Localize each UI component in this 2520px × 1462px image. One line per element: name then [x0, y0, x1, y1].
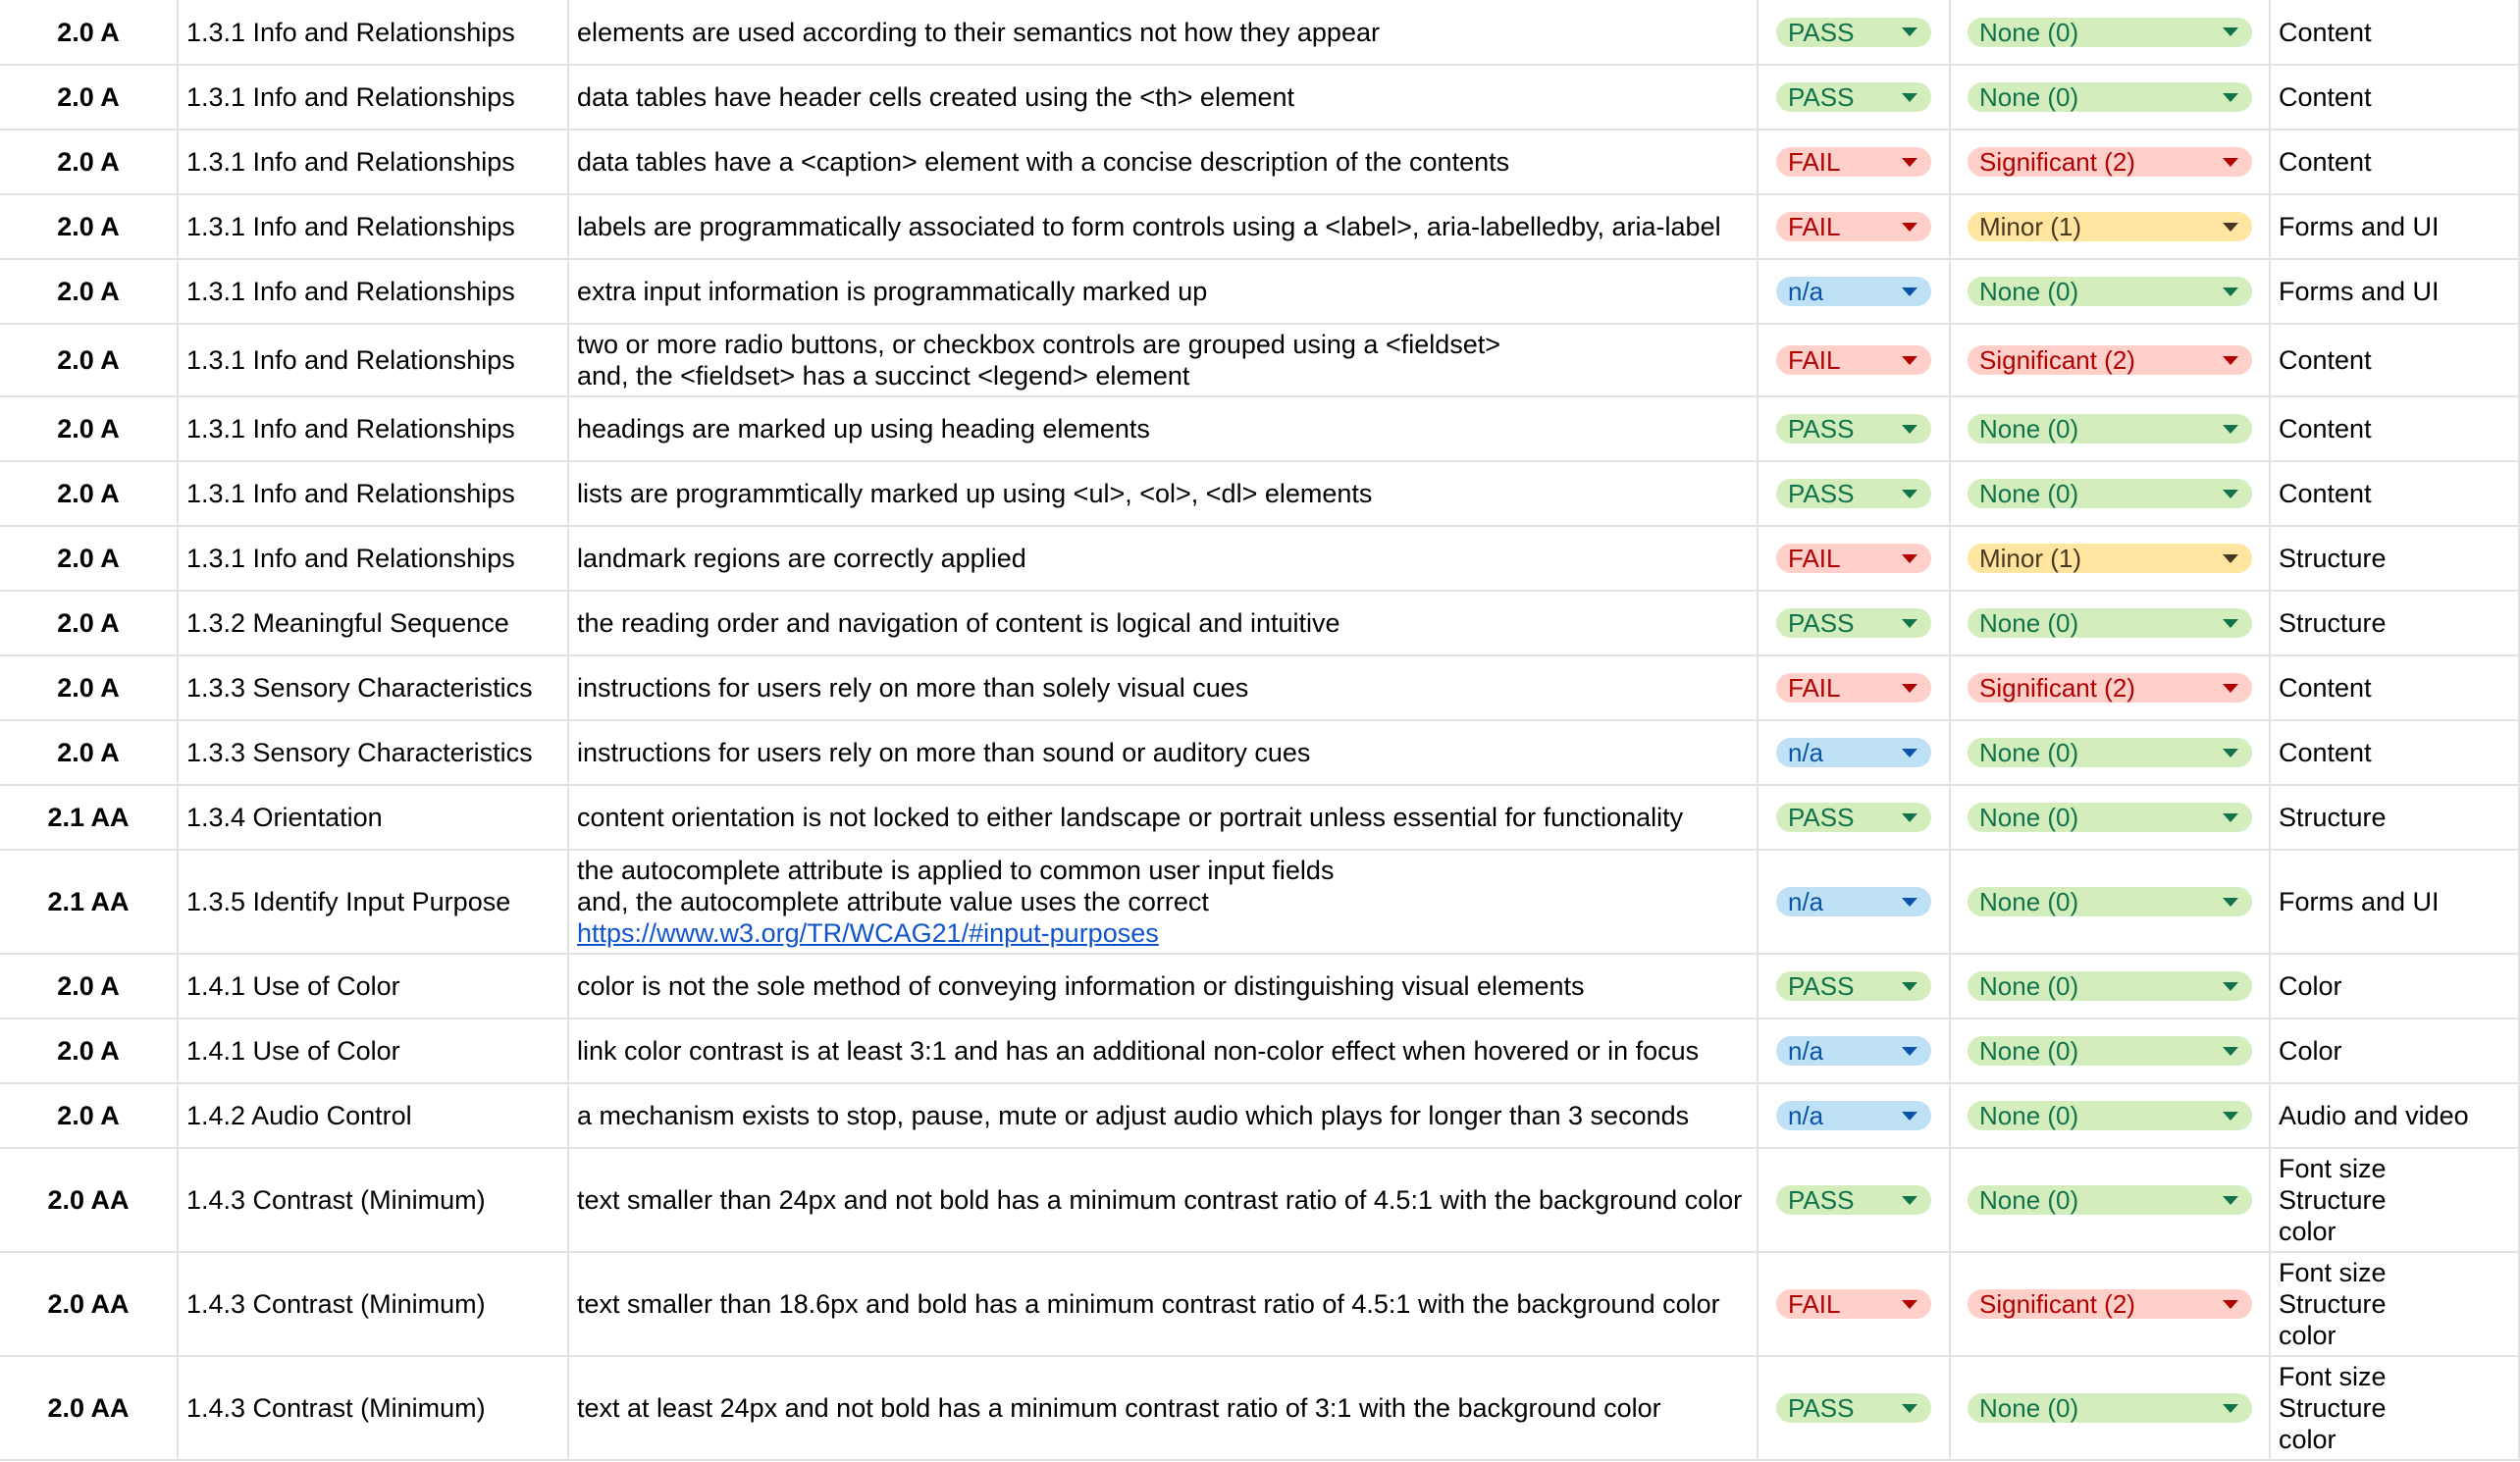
check-description-cell[interactable]: [569, 851, 1759, 955]
input-purposes-link[interactable]: https://www.w3.org/TR/WCAG21/#input-purposes: [577, 918, 1159, 948]
status-cell[interactable]: [1759, 0, 1951, 66]
success-criterion-cell[interactable]: 1.4.3 Contrast (Minimum): [179, 1357, 569, 1461]
status-dropdown-label: PASS: [1788, 17, 1855, 47]
severity-dropdown-label: Significant (2): [1979, 345, 2135, 375]
success-criterion-cell[interactable]: 1.3.2 Meaningful Sequence: [179, 592, 569, 656]
status-dropdown[interactable]: [1776, 1185, 1931, 1215]
dropdown-arrow-icon[interactable]: [2223, 898, 2238, 907]
wcag-level-cell[interactable]: 2.0 AA: [0, 1253, 179, 1357]
description-text: labels are programmatically associated to form controls using a <label>, aria-labelledby, aria-label: [577, 212, 1721, 241]
severity-cell[interactable]: [1951, 527, 2271, 592]
status-cell[interactable]: [1759, 721, 1951, 786]
status-dropdown[interactable]: [1776, 345, 1931, 375]
severity-dropdown-label: None (0): [1979, 1036, 2079, 1066]
wcag-level-cell[interactable]: 2.0 A: [0, 955, 179, 1019]
check-description-cell[interactable]: [569, 462, 1759, 527]
severity-dropdown-label: None (0): [1979, 1393, 2079, 1423]
status-dropdown-label: PASS: [1788, 803, 1855, 832]
category-cell[interactable]: Content: [2271, 66, 2520, 131]
severity-dropdown[interactable]: [1968, 803, 2252, 832]
status-cell[interactable]: [1759, 131, 1951, 195]
check-description-cell[interactable]: [569, 397, 1759, 462]
description-text: color is not the sole method of conveying information or distinguishing visual elements: [577, 971, 1585, 1001]
severity-dropdown[interactable]: [1968, 673, 2252, 703]
status-dropdown[interactable]: [1776, 673, 1931, 703]
severity-cell[interactable]: [1951, 656, 2271, 721]
check-description-cell[interactable]: [569, 1019, 1759, 1084]
status-cell[interactable]: [1759, 325, 1951, 397]
dropdown-arrow-icon[interactable]: [1902, 1300, 1917, 1309]
severity-dropdown-label: Significant (2): [1979, 1289, 2135, 1319]
status-dropdown-label: FAIL: [1788, 345, 1841, 375]
category-cell[interactable]: Audio and video: [2271, 1084, 2520, 1149]
dropdown-arrow-icon[interactable]: [2223, 490, 2238, 498]
status-cell[interactable]: [1759, 955, 1951, 1019]
description-text: data tables have a <caption> element with a concise description of the contents: [577, 147, 1510, 177]
status-dropdown-label: n/a: [1788, 887, 1824, 916]
dropdown-arrow-icon[interactable]: [2223, 554, 2238, 563]
dropdown-arrow-icon[interactable]: [2223, 158, 2238, 167]
dropdown-arrow-icon[interactable]: [1902, 490, 1917, 498]
category-cell[interactable]: Content: [2271, 462, 2520, 527]
dropdown-arrow-icon[interactable]: [1902, 898, 1917, 907]
category-cell[interactable]: Color: [2271, 955, 2520, 1019]
dropdown-arrow-icon[interactable]: [2223, 1404, 2238, 1413]
severity-cell[interactable]: [1951, 131, 2271, 195]
check-description-cell[interactable]: [569, 955, 1759, 1019]
wcag-level-cell[interactable]: 2.0 A: [0, 592, 179, 656]
description-text: content orientation is not locked to either landscape or portrait unless essential for functionality: [577, 803, 1684, 832]
severity-dropdown[interactable]: [1968, 1185, 2252, 1215]
dropdown-arrow-icon[interactable]: [2223, 223, 2238, 232]
status-dropdown-label: PASS: [1788, 608, 1855, 638]
wcag-level-cell[interactable]: 2.0 A: [0, 527, 179, 592]
wcag-level-cell[interactable]: 2.0 A: [0, 195, 179, 260]
wcag-level-cell[interactable]: 2.0 A: [0, 462, 179, 527]
dropdown-arrow-icon[interactable]: [2223, 356, 2238, 365]
description-text: the reading order and navigation of content is logical and intuitive: [577, 608, 1340, 638]
dropdown-arrow-icon[interactable]: [1902, 1112, 1917, 1121]
wcag-level-cell[interactable]: 2.0 A: [0, 1019, 179, 1084]
success-criterion-cell[interactable]: 1.3.1 Info and Relationships: [179, 66, 569, 131]
description-text: elements are used according to their semantics not how they appear: [577, 17, 1380, 47]
wcag-level-cell[interactable]: 2.1 AA: [0, 851, 179, 955]
severity-dropdown-label: None (0): [1979, 738, 2079, 767]
description-text: text smaller than 18.6px and bold has a minimum contrast ratio of 4.5:1 with the background color: [577, 1289, 1720, 1319]
check-description-cell[interactable]: [569, 656, 1759, 721]
status-dropdown[interactable]: [1776, 414, 1931, 444]
wcag-level-cell[interactable]: 2.0 A: [0, 1084, 179, 1149]
status-cell[interactable]: [1759, 66, 1951, 131]
status-cell[interactable]: [1759, 260, 1951, 325]
success-criterion-cell[interactable]: 1.3.1 Info and Relationships: [179, 131, 569, 195]
check-description-cell[interactable]: [569, 66, 1759, 131]
severity-dropdown-label: None (0): [1979, 971, 2079, 1001]
severity-dropdown[interactable]: [1968, 1036, 2252, 1066]
severity-dropdown-label: None (0): [1979, 277, 2079, 306]
success-criterion-cell[interactable]: 1.4.2 Audio Control: [179, 1084, 569, 1149]
status-cell[interactable]: [1759, 397, 1951, 462]
status-dropdown-label: PASS: [1788, 971, 1855, 1001]
status-dropdown-label: FAIL: [1788, 212, 1841, 241]
severity-cell[interactable]: [1951, 66, 2271, 131]
category-cell[interactable]: Color: [2271, 1019, 2520, 1084]
success-criterion-cell[interactable]: 1.3.3 Sensory Characteristics: [179, 656, 569, 721]
check-description-cell[interactable]: [569, 527, 1759, 592]
severity-dropdown[interactable]: [1968, 738, 2252, 767]
severity-cell[interactable]: [1951, 397, 2271, 462]
category-cell[interactable]: Content: [2271, 656, 2520, 721]
wcag-level-cell[interactable]: 2.0 A: [0, 721, 179, 786]
severity-dropdown[interactable]: [1968, 147, 2252, 177]
severity-dropdown-label: None (0): [1979, 479, 2079, 508]
status-dropdown[interactable]: [1776, 1289, 1931, 1319]
category-cell[interactable]: Content: [2271, 131, 2520, 195]
check-description-cell[interactable]: [569, 721, 1759, 786]
success-criterion-cell[interactable]: 1.4.1 Use of Color: [179, 955, 569, 1019]
status-dropdown[interactable]: [1776, 147, 1931, 177]
wcag-level-cell[interactable]: 2.0 A: [0, 0, 179, 66]
status-cell[interactable]: [1759, 1084, 1951, 1149]
status-cell[interactable]: [1759, 786, 1951, 851]
severity-dropdown[interactable]: [1968, 277, 2252, 306]
status-dropdown-label: n/a: [1788, 1101, 1824, 1130]
check-description-cell[interactable]: [569, 1357, 1759, 1461]
severity-dropdown[interactable]: [1968, 345, 2252, 375]
severity-dropdown[interactable]: [1968, 479, 2252, 508]
severity-dropdown-label: None (0): [1979, 608, 2079, 638]
dropdown-arrow-icon[interactable]: [2223, 619, 2238, 628]
status-dropdown-label: PASS: [1788, 82, 1855, 112]
check-description-cell[interactable]: [569, 1149, 1759, 1253]
status-dropdown-label: FAIL: [1788, 1289, 1841, 1319]
description-text: instructions for users rely on more than solely visual cues: [577, 673, 1249, 703]
wcag-level-cell[interactable]: 2.0 A: [0, 131, 179, 195]
dropdown-arrow-icon[interactable]: [2223, 425, 2238, 434]
category-cell[interactable]: Structure: [2271, 527, 2520, 592]
severity-cell[interactable]: [1951, 592, 2271, 656]
check-description-cell[interactable]: [569, 131, 1759, 195]
severity-dropdown-label: None (0): [1979, 82, 2079, 112]
success-criterion-cell[interactable]: 1.3.3 Sensory Characteristics: [179, 721, 569, 786]
check-description-cell[interactable]: [569, 1253, 1759, 1357]
dropdown-arrow-icon[interactable]: [1902, 158, 1917, 167]
success-criterion-cell[interactable]: 1.3.1 Info and Relationships: [179, 527, 569, 592]
severity-cell[interactable]: [1951, 1149, 2271, 1253]
check-description-cell[interactable]: [569, 0, 1759, 66]
status-cell[interactable]: [1759, 1253, 1951, 1357]
status-dropdown-label: n/a: [1788, 1036, 1824, 1066]
severity-cell[interactable]: [1951, 851, 2271, 955]
wcag-level-cell[interactable]: 2.0 AA: [0, 1149, 179, 1253]
success-criterion-cell[interactable]: 1.3.4 Orientation: [179, 786, 569, 851]
status-dropdown[interactable]: [1776, 738, 1931, 767]
description-text: extra input information is programmatically marked up: [577, 277, 1208, 306]
status-dropdown[interactable]: [1776, 82, 1931, 112]
severity-dropdown-label: Significant (2): [1979, 673, 2135, 703]
dropdown-arrow-icon[interactable]: [1902, 425, 1917, 434]
success-criterion-cell[interactable]: 1.3.1 Info and Relationships: [179, 260, 569, 325]
dropdown-arrow-icon[interactable]: [2223, 27, 2238, 36]
dropdown-arrow-icon[interactable]: [1902, 1047, 1917, 1056]
dropdown-arrow-icon[interactable]: [2223, 93, 2238, 102]
severity-dropdown[interactable]: [1968, 608, 2252, 638]
description-text: text at least 24px and not bold has a minimum contrast ratio of 3:1 with the background color: [577, 1393, 1661, 1423]
status-dropdown-label: n/a: [1788, 277, 1824, 306]
success-criterion-cell[interactable]: 1.3.1 Info and Relationships: [179, 462, 569, 527]
dropdown-arrow-icon[interactable]: [1902, 356, 1917, 365]
severity-cell[interactable]: [1951, 1019, 2271, 1084]
status-cell[interactable]: [1759, 1019, 1951, 1084]
dropdown-arrow-icon[interactable]: [2223, 982, 2238, 991]
severity-dropdown[interactable]: [1968, 971, 2252, 1001]
severity-dropdown-label: Minor (1): [1979, 544, 2082, 573]
dropdown-arrow-icon[interactable]: [1902, 749, 1917, 757]
severity-dropdown[interactable]: [1968, 414, 2252, 444]
success-criterion-cell[interactable]: 1.3.1 Info and Relationships: [179, 0, 569, 66]
description-text: the autocomplete attribute is applied to common user input fields and, the autocomplete attribute value uses the correct https://www.w3.org/TR/WCAG21/#input-purposes: [577, 856, 1335, 948]
status-dropdown[interactable]: [1776, 1393, 1931, 1423]
severity-cell[interactable]: [1951, 0, 2271, 66]
success-criterion-cell[interactable]: 1.3.5 Identify Input Purpose: [179, 851, 569, 955]
status-dropdown[interactable]: [1776, 803, 1931, 832]
description-text: two or more radio buttons, or checkbox controls are grouped using a <fieldset> and, the <fieldset> has a succinct <legend> element: [577, 330, 1501, 391]
dropdown-arrow-icon[interactable]: [1902, 619, 1917, 628]
status-cell[interactable]: [1759, 1357, 1951, 1461]
status-dropdown-label: FAIL: [1788, 147, 1841, 177]
description-text: a mechanism exists to stop, pause, mute or adjust audio which plays for longer than 3 seconds: [577, 1101, 1690, 1130]
severity-dropdown[interactable]: [1968, 212, 2252, 241]
severity-dropdown-label: Significant (2): [1979, 147, 2135, 177]
dropdown-arrow-icon[interactable]: [1902, 223, 1917, 232]
status-dropdown[interactable]: [1776, 971, 1931, 1001]
dropdown-arrow-icon[interactable]: [2223, 813, 2238, 822]
category-cell[interactable]: Content: [2271, 325, 2520, 397]
description-text: headings are marked up using heading elements: [577, 414, 1150, 444]
status-cell[interactable]: [1759, 195, 1951, 260]
status-dropdown-label: PASS: [1788, 1393, 1855, 1423]
status-dropdown-label: PASS: [1788, 1185, 1855, 1215]
check-description-cell[interactable]: [569, 1084, 1759, 1149]
status-cell[interactable]: [1759, 656, 1951, 721]
status-cell[interactable]: [1759, 851, 1951, 955]
status-cell[interactable]: [1759, 462, 1951, 527]
dropdown-arrow-icon[interactable]: [1902, 554, 1917, 563]
status-dropdown-label: PASS: [1788, 479, 1855, 508]
success-criterion-cell[interactable]: 1.4.3 Contrast (Minimum): [179, 1149, 569, 1253]
wcag-level-cell[interactable]: 2.0 A: [0, 656, 179, 721]
dropdown-arrow-icon[interactable]: [1902, 1196, 1917, 1205]
severity-dropdown[interactable]: [1968, 82, 2252, 112]
dropdown-arrow-icon[interactable]: [2223, 1196, 2238, 1205]
severity-cell[interactable]: [1951, 721, 2271, 786]
status-dropdown[interactable]: [1776, 887, 1931, 916]
check-description-cell[interactable]: [569, 195, 1759, 260]
wcag-level-cell[interactable]: 2.0 A: [0, 66, 179, 131]
dropdown-arrow-icon[interactable]: [1902, 684, 1917, 693]
category-cell[interactable]: Content: [2271, 0, 2520, 66]
status-cell[interactable]: [1759, 1149, 1951, 1253]
dropdown-arrow-icon[interactable]: [1902, 93, 1917, 102]
severity-cell[interactable]: [1951, 1253, 2271, 1357]
severity-cell[interactable]: [1951, 462, 2271, 527]
status-dropdown[interactable]: [1776, 544, 1931, 573]
category-cell[interactable]: Content: [2271, 397, 2520, 462]
status-dropdown[interactable]: [1776, 212, 1931, 241]
severity-cell[interactable]: [1951, 1084, 2271, 1149]
status-dropdown[interactable]: [1776, 18, 1931, 47]
success-criterion-cell[interactable]: 1.3.1 Info and Relationships: [179, 195, 569, 260]
status-dropdown[interactable]: [1776, 277, 1931, 306]
category-cell[interactable]: Forms and UI: [2271, 260, 2520, 325]
category-cell[interactable]: Font size Structure color: [2271, 1149, 2520, 1253]
dropdown-arrow-icon[interactable]: [1902, 1404, 1917, 1413]
description-text: instructions for users rely on more than sound or auditory cues: [577, 738, 1311, 767]
severity-dropdown[interactable]: [1968, 1289, 2252, 1319]
dropdown-arrow-icon[interactable]: [2223, 1047, 2238, 1056]
severity-cell[interactable]: [1951, 786, 2271, 851]
dropdown-arrow-icon[interactable]: [1902, 982, 1917, 991]
dropdown-arrow-icon[interactable]: [2223, 287, 2238, 296]
check-description-cell[interactable]: [569, 592, 1759, 656]
wcag-level-cell[interactable]: 2.0 AA: [0, 1357, 179, 1461]
dropdown-arrow-icon[interactable]: [2223, 684, 2238, 693]
status-dropdown[interactable]: [1776, 479, 1931, 508]
success-criterion-cell[interactable]: 1.3.1 Info and Relationships: [179, 325, 569, 397]
severity-dropdown-label: None (0): [1979, 887, 2079, 916]
severity-dropdown[interactable]: [1968, 1393, 2252, 1423]
status-cell[interactable]: [1759, 527, 1951, 592]
severity-dropdown[interactable]: [1968, 544, 2252, 573]
dropdown-arrow-icon[interactable]: [1902, 287, 1917, 296]
check-description-cell[interactable]: [569, 260, 1759, 325]
status-dropdown[interactable]: [1776, 608, 1931, 638]
severity-dropdown[interactable]: [1968, 1101, 2252, 1130]
dropdown-arrow-icon[interactable]: [1902, 27, 1917, 36]
category-cell[interactable]: Content: [2271, 721, 2520, 786]
severity-cell[interactable]: [1951, 1357, 2271, 1461]
status-dropdown-label: PASS: [1788, 414, 1855, 444]
category-cell[interactable]: Font size Structure color: [2271, 1253, 2520, 1357]
wcag-level-cell[interactable]: 2.0 A: [0, 325, 179, 397]
severity-dropdown-label: None (0): [1979, 803, 2079, 832]
severity-dropdown-label: None (0): [1979, 1185, 2079, 1215]
severity-cell[interactable]: [1951, 260, 2271, 325]
status-dropdown-label: FAIL: [1788, 673, 1841, 703]
dropdown-arrow-icon[interactable]: [2223, 749, 2238, 757]
description-text: data tables have header cells created using the <th> element: [577, 82, 1294, 112]
dropdown-arrow-icon[interactable]: [2223, 1112, 2238, 1121]
description-text: lists are programmtically marked up using <ul>, <ol>, <dl> elements: [577, 479, 1373, 508]
status-dropdown[interactable]: [1776, 1101, 1931, 1130]
description-text: link color contrast is at least 3:1 and has an additional non-color effect when hovered or in focus: [577, 1036, 1700, 1066]
category-cell[interactable]: Structure: [2271, 592, 2520, 656]
wcag-level-cell[interactable]: 2.0 A: [0, 397, 179, 462]
severity-dropdown-label: None (0): [1979, 414, 2079, 444]
success-criterion-cell[interactable]: 1.4.3 Contrast (Minimum): [179, 1253, 569, 1357]
severity-cell[interactable]: [1951, 325, 2271, 397]
severity-dropdown[interactable]: [1968, 18, 2252, 47]
status-dropdown-label: FAIL: [1788, 544, 1841, 573]
check-description-cell[interactable]: [569, 325, 1759, 397]
status-dropdown-label: n/a: [1788, 738, 1824, 767]
description-text: text smaller than 24px and not bold has a minimum contrast ratio of 4.5:1 with the background color: [577, 1185, 1743, 1215]
category-cell[interactable]: Forms and UI: [2271, 851, 2520, 955]
description-text: landmark regions are correctly applied: [577, 544, 1026, 573]
category-cell[interactable]: Font size Structure color: [2271, 1357, 2520, 1461]
dropdown-arrow-icon[interactable]: [1902, 813, 1917, 822]
severity-dropdown-label: None (0): [1979, 1101, 2079, 1130]
dropdown-arrow-icon[interactable]: [2223, 1300, 2238, 1309]
wcag-level-cell[interactable]: 2.1 AA: [0, 786, 179, 851]
success-criterion-cell[interactable]: 1.4.1 Use of Color: [179, 1019, 569, 1084]
severity-dropdown-label: None (0): [1979, 17, 2079, 47]
category-cell[interactable]: Structure: [2271, 786, 2520, 851]
severity-dropdown-label: Minor (1): [1979, 212, 2082, 241]
severity-dropdown[interactable]: [1968, 887, 2252, 916]
wcag-level-cell[interactable]: 2.0 A: [0, 260, 179, 325]
severity-cell[interactable]: [1951, 955, 2271, 1019]
severity-cell[interactable]: [1951, 195, 2271, 260]
success-criterion-cell[interactable]: 1.3.1 Info and Relationships: [179, 397, 569, 462]
status-cell[interactable]: [1759, 592, 1951, 656]
category-cell[interactable]: Forms and UI: [2271, 195, 2520, 260]
check-description-cell[interactable]: [569, 786, 1759, 851]
status-dropdown[interactable]: [1776, 1036, 1931, 1066]
